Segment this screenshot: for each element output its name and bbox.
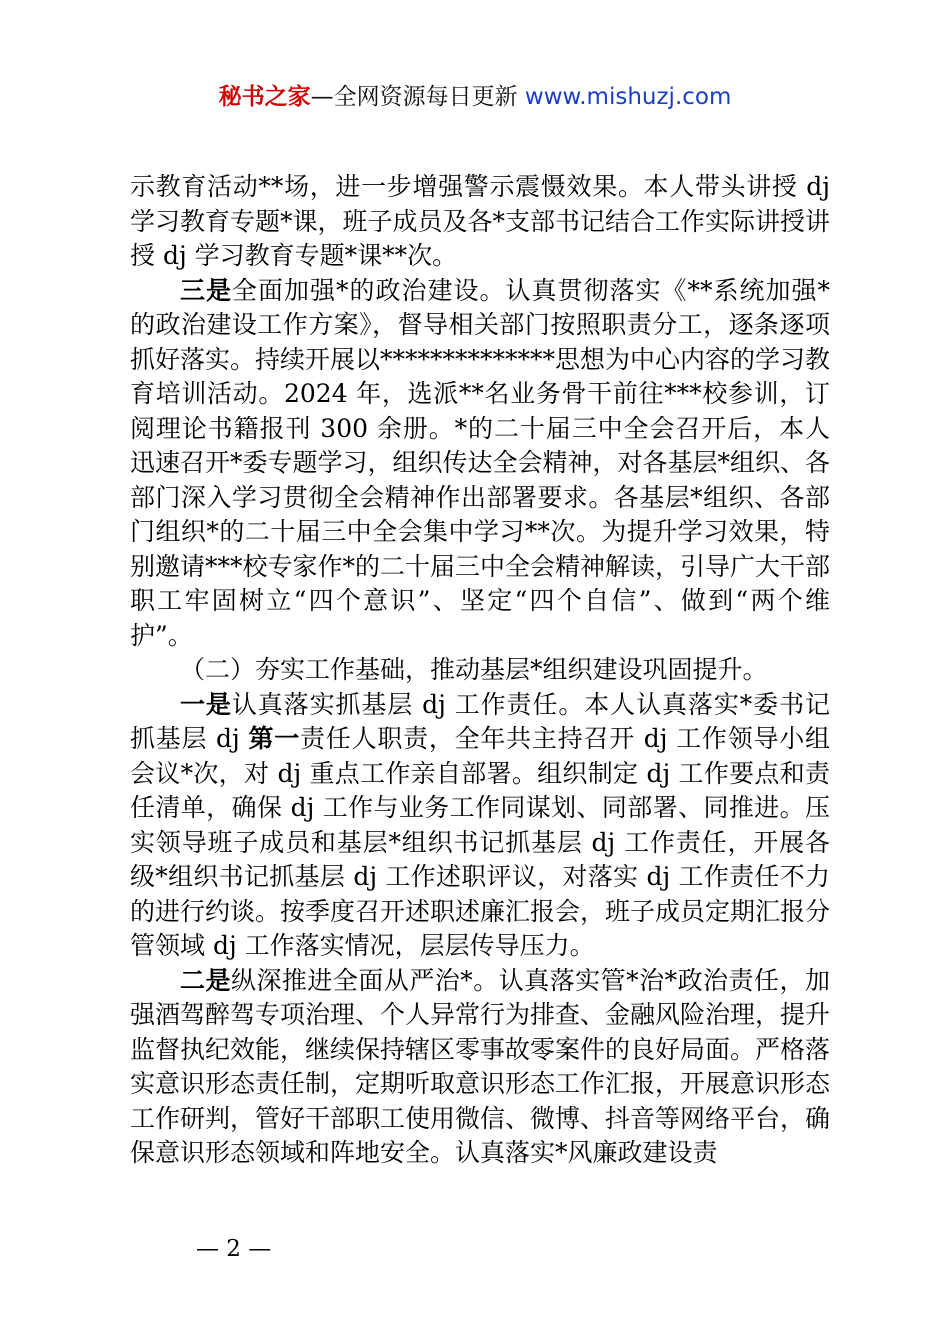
paragraph-5-lead: 二是 bbox=[180, 965, 231, 995]
paragraph-1 bbox=[130, 170, 830, 274]
paragraph-5-text: 纵深推进全面从严治*。认真落实管*治*政治责任，加强酒驾醉驾专项治理、个人异常行为排查、金融风险治理，提升监督执纪效能，继续保持辖区零事故零案件的良好局面。严格落实意识形态责任制，定期听取意识形态工作汇报，开展意识形态工作研判，管好干部职工使用微信、微博、抖音等网络平台，确保意识形态领域和阵地安全。认真落实*风廉政建设责 bbox=[130, 965, 831, 1167]
site-header bbox=[0, 80, 950, 114]
paragraph-2-lead: 三是 bbox=[180, 275, 232, 305]
paragraph-5 bbox=[130, 964, 830, 1171]
page-number: — 2 — bbox=[196, 1236, 272, 1262]
header-tagline: —全网资源每日更新 bbox=[310, 84, 518, 110]
paragraph-1-text: 示教育活动**场，进一步增强警示震慑效果。本人带头讲授 dj 学习教育专题*课，班子成员及各*支部书记结合工作实际讲授讲授 dj 学习教育专题*课**次。 bbox=[130, 172, 831, 270]
section-heading-text: （二）夯实工作基础，推动基层*组织建设巩固提升。 bbox=[180, 655, 768, 684]
paragraph-4-lead: 一是 bbox=[180, 689, 232, 719]
paragraph-4 bbox=[130, 688, 830, 964]
header-site-link[interactable]: www.mishuzj.com bbox=[524, 84, 732, 110]
paragraph-2-text: 全面加强*的政治建设。认真贯彻落实《**系统加强*的政治建设工作方案》，督导相关部门按照职责分工，逐条逐项抓好落实。持续开展以**************思想为中心内容的学习教育培训活动。2024 年，选派**名业务骨干前往***校参训，订阅理论书籍报刊 300 余册。*的二十届三中全会召开后，本人迅速召开*委专题学习，组织传达全会精神，对各基层*组织、各部门深入学习贯彻全会精神作出部署要求。各基层*组织、各部门组织*的二十届三中全会集中学习**次。为提升学习效果，特别邀请***校专家作*的二十届三中全会精神解读，引导广大干部职工牢固树立“四个意识”、坚定“四个自信”、做到“两个维护”。 bbox=[130, 275, 831, 650]
paragraph-4-text: 认真落实抓基层 dj 工作责任。本人认真落实*委书记抓基层 dj bbox=[130, 689, 830, 753]
document-body bbox=[130, 170, 830, 1171]
paragraph-2 bbox=[130, 274, 830, 654]
paragraph-4-text-after: 责任人职责，全年共主持召开 dj 工作领导小组会议*次，对 dj 重点工作亲自部署。组织制定 dj 工作要点和责任清单，确保 dj 工作与业务工作同谋划、同部署、同推进。压实领导班子成员和基层*组织书记抓基层 dj 工作责任，开展各级*组织书记抓基层 dj 工作述职评议，对落实 dj 工作责任不力的进行约谈。按季度召开述职述廉汇报会，班子成员定期汇报分管领域 dj 工作落实情况，层层传导压力。 bbox=[130, 724, 831, 960]
header-brand: 秘书之家 bbox=[218, 84, 311, 110]
section-heading bbox=[130, 653, 830, 688]
paragraph-4-bold-mid: 第一 bbox=[248, 724, 301, 753]
